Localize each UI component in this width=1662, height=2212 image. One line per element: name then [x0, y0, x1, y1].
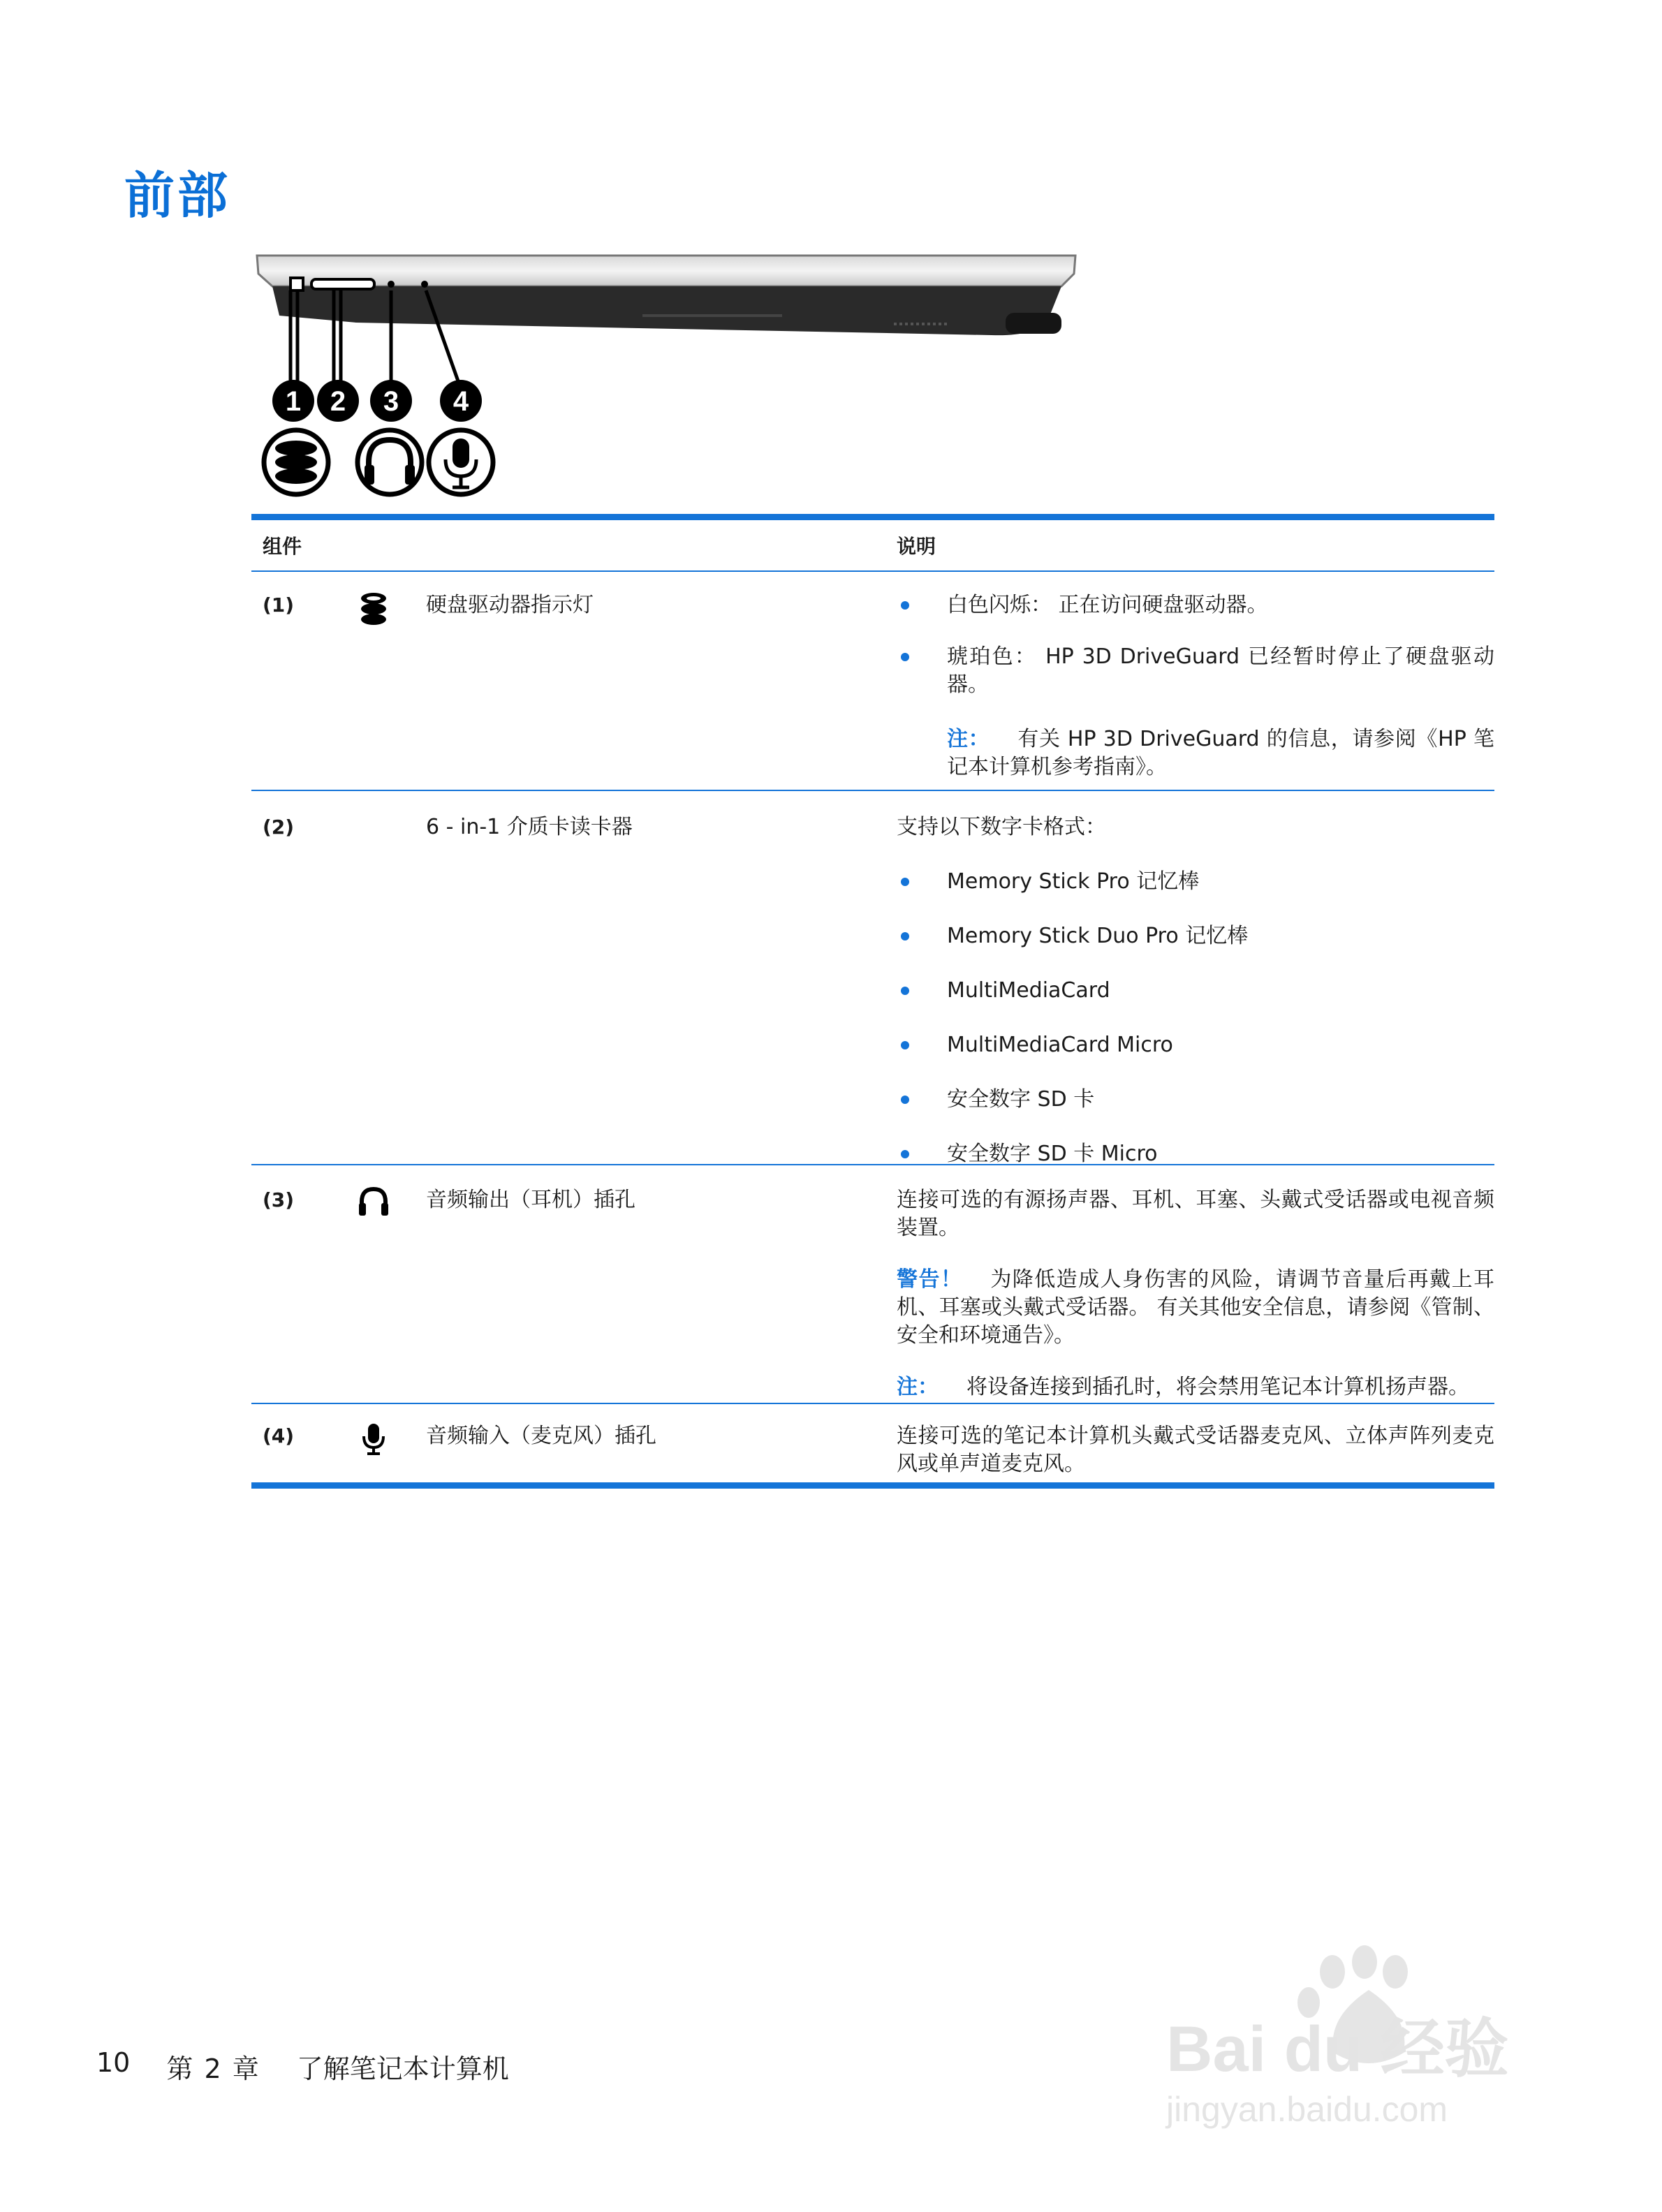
watermark-url: jingyan.baidu.com: [1166, 2090, 1448, 2129]
list-item: Memory Stick Pro 记忆棒: [897, 868, 1494, 896]
component-table: [251, 514, 1494, 1489]
row-number: (4): [263, 1424, 295, 1447]
hard-drive-icon: [358, 591, 389, 626]
warning: [897, 1266, 1494, 1350]
row-icon-cell: [321, 591, 426, 790]
row-number: (2): [263, 816, 295, 839]
row-description: [897, 591, 1494, 790]
table-row: [251, 791, 1494, 1164]
warning-text: 为降低造成人身伤害的风险，请调节音量后再戴上耳机、耳塞或头戴式受话器。 有关其他安全信息，请参阅《管制、安全和环境通告》。: [897, 1267, 1495, 1348]
page-heading: 前部: [124, 166, 231, 225]
list-item: MultiMediaCard: [897, 977, 1494, 1005]
list-item: 琥珀色： HP 3D DriveGuard 已经暂时停止了硬盘驱动器。: [897, 643, 1494, 699]
table-top-rule: [251, 514, 1494, 520]
baidu-watermark: [1159, 1941, 1550, 2137]
list-item: 白色闪烁： 正在访问硬盘驱动器。: [897, 591, 1494, 619]
watermark-brand: Bai du 经验: [1166, 2014, 1509, 2085]
row-icon-cell: [321, 1422, 426, 1482]
warning-label: 警告！: [897, 1267, 963, 1292]
row-component-name: 6 - in-1 介质卡读卡器: [426, 815, 633, 839]
row-description: [897, 1186, 1494, 1403]
chapter-label: 第 2 章: [166, 2054, 260, 2084]
note-text: 有关 HP 3D DriveGuard 的信息，请参阅《HP 笔记本计算机参考指南》。: [947, 727, 1494, 779]
table-row: [251, 1165, 1494, 1403]
note-label: 注：: [947, 727, 990, 751]
laptop-front-figure: [251, 246, 1082, 504]
callout-2-label: 2: [330, 386, 346, 417]
header-description: 说明: [897, 535, 936, 558]
row-icon-cell: [321, 1186, 426, 1403]
intro-text: 支持以下数字卡格式：: [897, 815, 1106, 839]
note-label: 注：: [897, 1375, 939, 1399]
microphone-icon: [362, 1422, 385, 1456]
list-item: 安全数字 SD 卡: [897, 1086, 1494, 1114]
chapter-title: 了解笔记本计算机: [296, 2054, 509, 2084]
headphones-icon: [358, 430, 422, 494]
note-text: 将设备连接到插孔时，将会禁用笔记本计算机扬声器。: [966, 1375, 1469, 1399]
note: [897, 725, 1494, 781]
row-component-name: 音频输出（耳机）插孔: [426, 1188, 635, 1212]
note: [897, 1373, 1494, 1401]
microphone-icon: [429, 430, 493, 494]
list-item: 安全数字 SD 卡 Micro: [897, 1140, 1494, 1168]
row-description: [897, 813, 1494, 1164]
description-text: 连接可选的有源扬声器、耳机、耳塞、头戴式受话器或电视音频装置。: [897, 1188, 1494, 1240]
table-row: [251, 572, 1494, 790]
callout-4-label: 4: [453, 386, 469, 417]
callout-1-label: 1: [285, 386, 302, 417]
list-item: Memory Stick Duo Pro 记忆棒: [897, 922, 1494, 950]
table-row: [251, 1404, 1494, 1482]
row-description: 连接可选的笔记本计算机头戴式受话器麦克风、立体声阵列麦克风或单声道麦克风。: [897, 1424, 1494, 1476]
table-header: [251, 520, 1494, 570]
list-item: MultiMediaCard Micro: [897, 1031, 1494, 1059]
table-bottom-rule: [251, 1482, 1494, 1489]
page-number: 10: [96, 2047, 131, 2078]
callout-3-label: 3: [383, 386, 399, 417]
row-number: (3): [263, 1188, 295, 1211]
row-component-name: 音频输入（麦克风）插孔: [426, 1424, 656, 1448]
page-footer: [96, 2047, 509, 2086]
row-number: (1): [263, 593, 295, 617]
headphones-icon: [358, 1186, 390, 1217]
header-component: 组件: [263, 535, 302, 558]
row-component-name: 硬盘驱动器指示灯: [426, 593, 594, 617]
hard-drive-icon: [264, 430, 328, 494]
row-icon-cell: [321, 813, 426, 1164]
